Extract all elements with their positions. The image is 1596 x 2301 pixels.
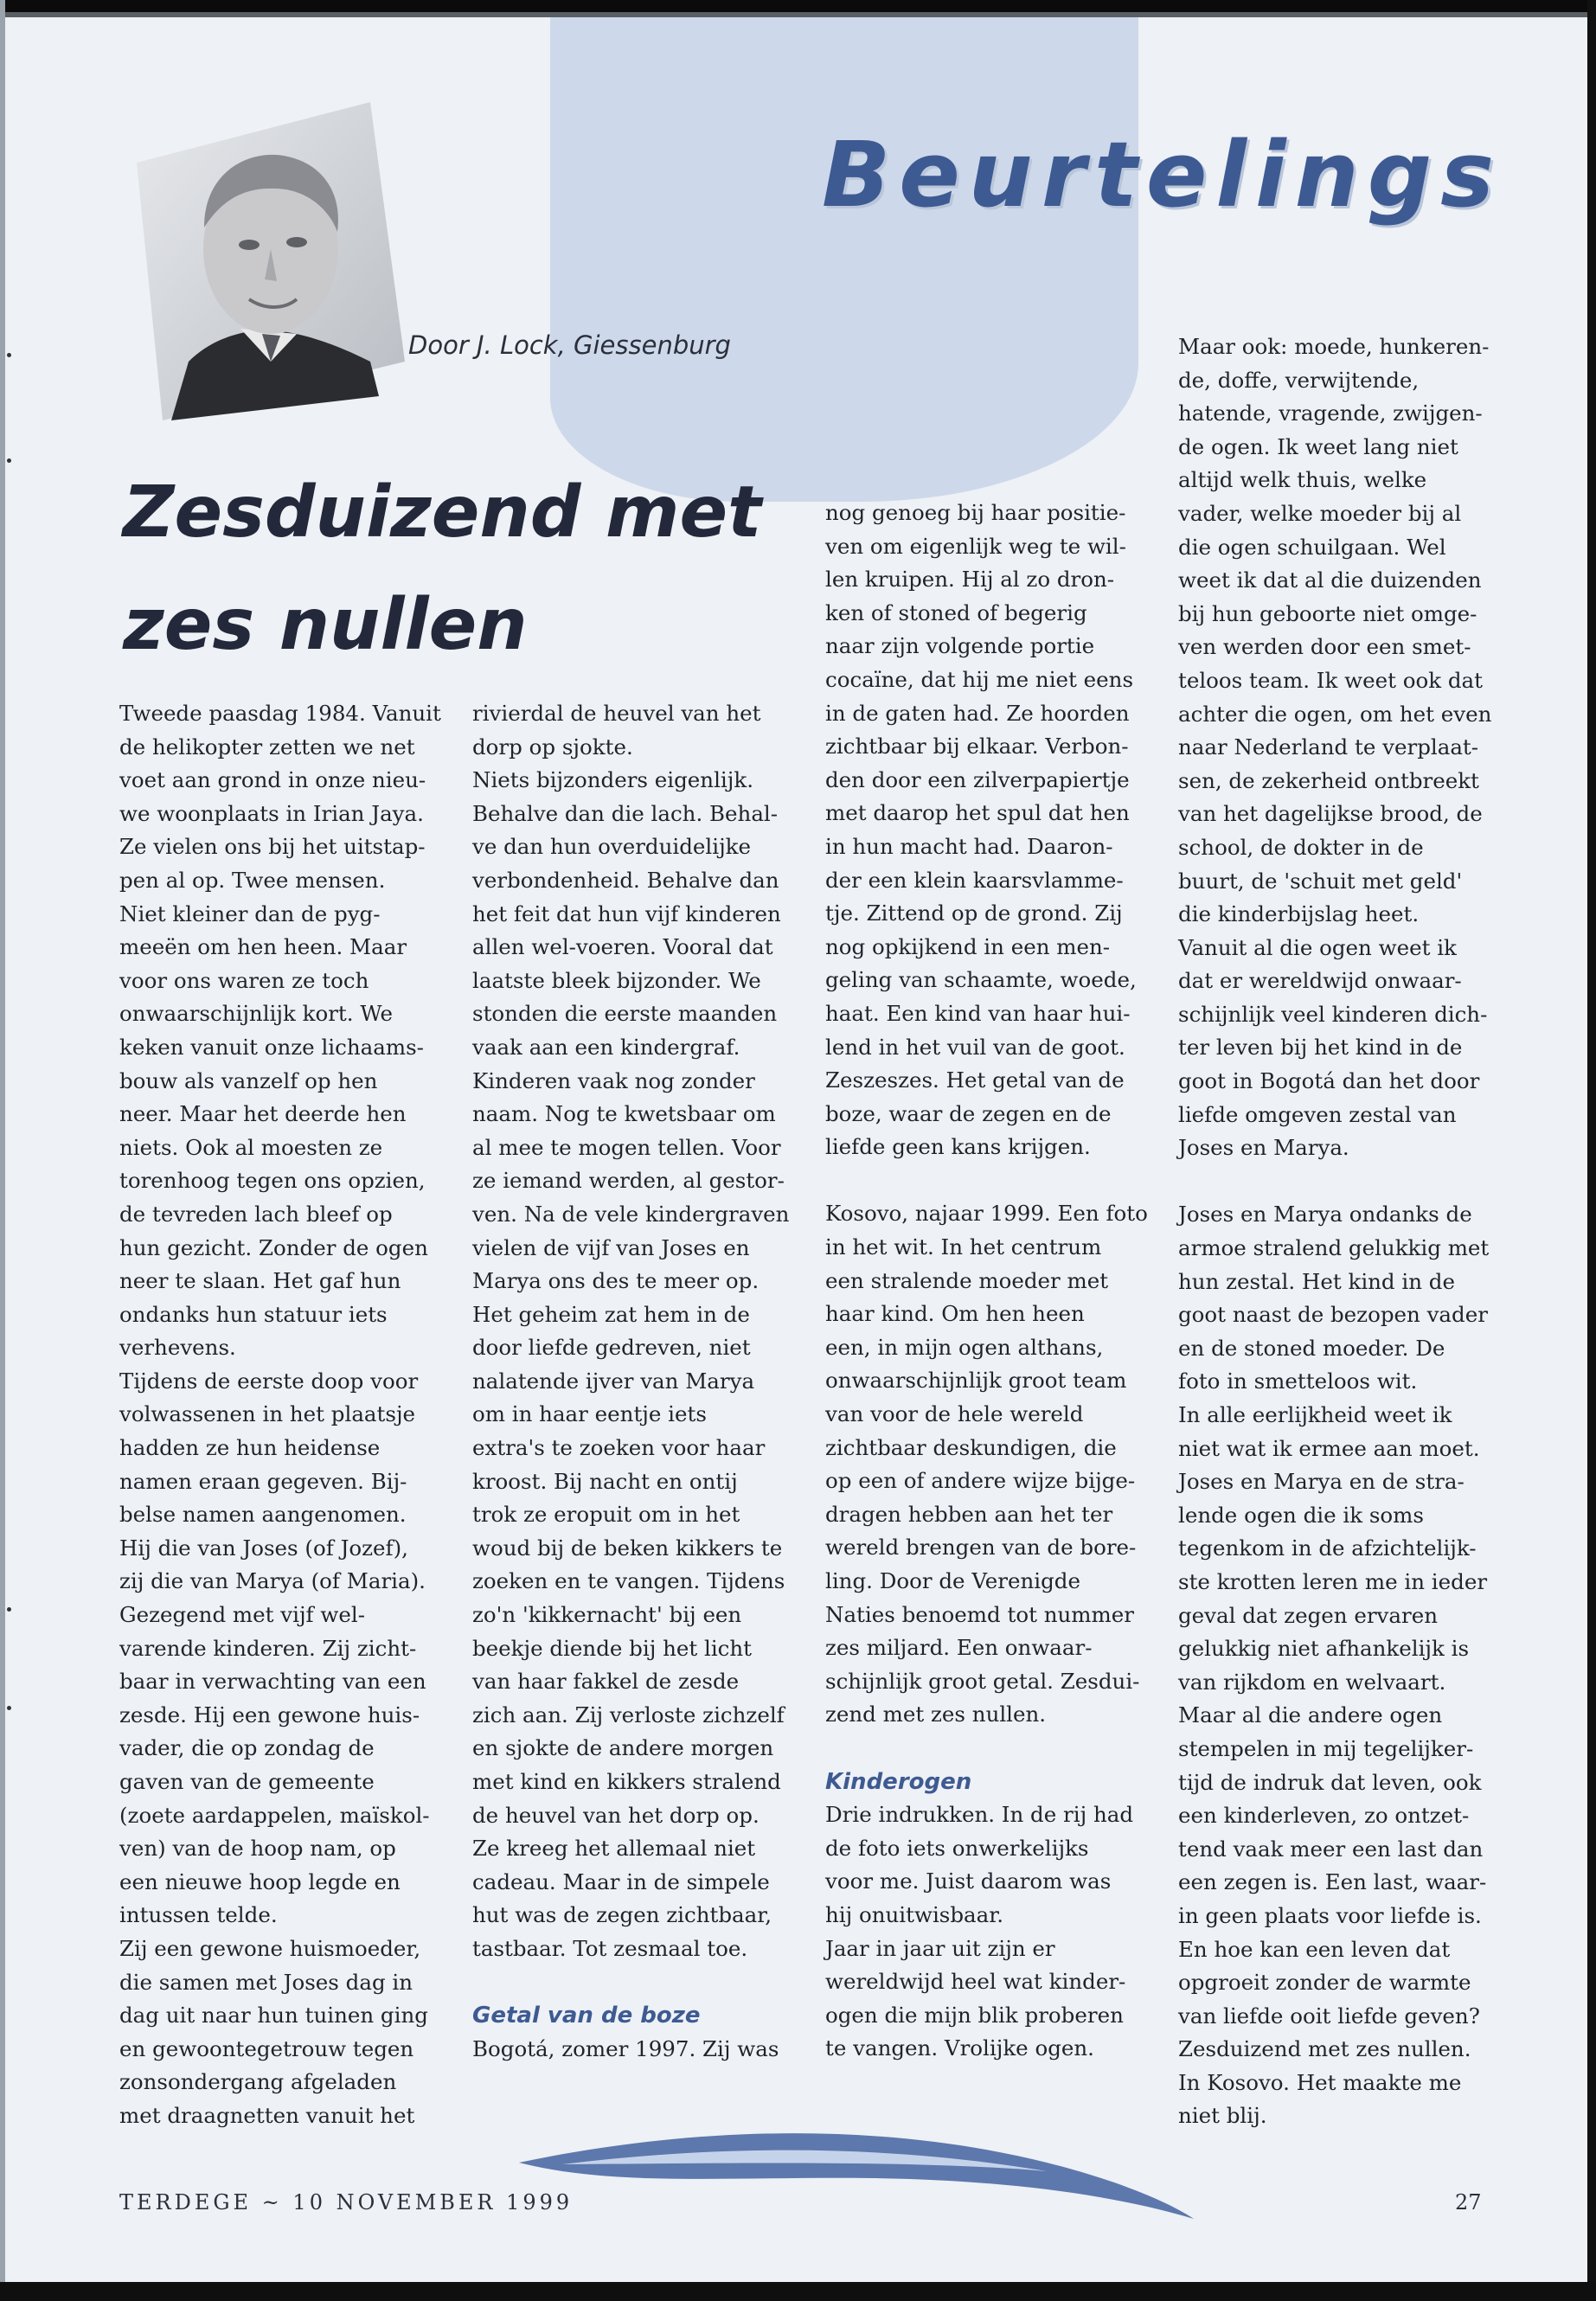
text-column-2	[472, 697, 818, 2066]
text-line: te vangen. Vrolijke ogen.	[825, 2035, 1094, 2061]
decorative-swoosh	[510, 2111, 1202, 2223]
text-line: Ze vielen ons bij het uitstap-	[119, 834, 426, 860]
text-line: de heuvel van het dorp op.	[472, 1802, 760, 1828]
text-line: opgroeit zonder de warmte	[1178, 1970, 1471, 1996]
text-line: we woonplaats in Irian Jaya.	[119, 800, 424, 826]
text-line: Zesduizend met zes nullen.	[1178, 2036, 1471, 2062]
text-line: ste krotten leren me in ieder	[1178, 1568, 1488, 1594]
text-line: allen wel-voeren. Vooral dat	[472, 934, 773, 960]
text-line: tastbaar. Tot zesmaal toe.	[472, 1935, 748, 1961]
text-line: naar zijn volgende portie	[825, 633, 1095, 659]
text-line: Naties benoemd tot nummer	[825, 1601, 1134, 1627]
text-line: hut was de zegen zichtbaar,	[472, 1902, 772, 1928]
text-line: in hun macht had. Daaron-	[825, 833, 1113, 859]
text-line: een zegen is. Een last, waar-	[1178, 1869, 1487, 1895]
subheading: Kinderogen	[825, 1768, 972, 1795]
text-line: intussen telde.	[119, 1902, 278, 1928]
text-line: Het geheim zat hem in de	[472, 1301, 750, 1327]
text-column-4	[1178, 330, 1524, 2133]
text-line: zend met zes nullen.	[825, 1702, 1047, 1727]
text-line: Zij een gewone huismoeder,	[119, 1935, 421, 1961]
text-line: en de stoned moeder. De	[1178, 1335, 1445, 1361]
text-line: wereld brengen van de bore-	[825, 1535, 1137, 1561]
text-line: schijnlijk groot getal. Zesdui-	[825, 1668, 1140, 1694]
scan-dot	[7, 1607, 11, 1612]
text-line: bouw als vanzelf op hen	[119, 1067, 378, 1093]
article-title	[123, 457, 815, 682]
text-line: lende ogen die ik soms	[1178, 1502, 1424, 1528]
text-line: geval dat zegen ervaren	[1178, 1602, 1438, 1628]
text-line: beekje diende bij het licht	[472, 1635, 753, 1661]
text-line: schijnlijk veel kinderen dich-	[1178, 1001, 1488, 1027]
text-line: (zoete aardappelen, maïskol-	[119, 1802, 430, 1828]
text-line: hadden ze hun heidense	[119, 1435, 381, 1461]
text-line: goot naast de bezopen vader	[1178, 1302, 1488, 1328]
text-line: Kinderen vaak nog zonder	[472, 1067, 755, 1093]
text-line: hij onuitwisbaar.	[825, 1901, 1004, 1927]
text-line: foto in smetteloos wit.	[1178, 1368, 1418, 1394]
text-line: voor me. Juist daarom was	[825, 1868, 1112, 1894]
text-line: tegenkom in de afzichtelijk-	[1178, 1535, 1477, 1561]
text-line: goot in Bogotá dan het door	[1178, 1068, 1480, 1094]
text-line: Maar ook: moede, hunkeren-	[1178, 334, 1490, 359]
text-line: Joses en Marya en de stra-	[1178, 1469, 1465, 1495]
text-line: de helikopter zetten we net	[119, 734, 415, 760]
text-column-3	[825, 497, 1171, 2066]
text-line: namen eraan gegeven. Bij-	[119, 1468, 407, 1494]
text-line: verhevens.	[119, 1335, 236, 1361]
scan-dot	[7, 353, 11, 357]
text-line: al mee te mogen tellen. Voor	[472, 1134, 781, 1160]
text-line: zij die van Marya (of Maria).	[119, 1568, 426, 1594]
text-line: zo'n 'kikkernacht' bij een	[472, 1602, 742, 1628]
text-line: ze iemand werden, al gestor-	[472, 1168, 785, 1194]
text-line: Joses en Marya ondanks de	[1178, 1202, 1472, 1227]
text-line: liefde geen kans krijgen.	[825, 1134, 1091, 1160]
text-line: in de gaten had. Ze hoorden	[825, 700, 1130, 726]
text-line: keken vanuit onze lichaams-	[119, 1034, 424, 1060]
text-line: rivierdal de heuvel van het	[472, 701, 761, 726]
text-line: trok ze eropuit om in het	[472, 1502, 740, 1528]
text-line: Bogotá, zomer 1997. Zij was	[472, 2035, 779, 2061]
text-line: pen al op. Twee mensen.	[119, 867, 386, 893]
text-line: In alle eerlijkheid weet ik	[1178, 1402, 1452, 1427]
text-line: dragen hebben aan het ter	[825, 1501, 1113, 1527]
text-line: ven om eigenlijk weg te wil-	[825, 533, 1126, 559]
text-line: ven werden door een smet-	[1178, 634, 1471, 660]
title-line: Zesduizend met	[123, 471, 762, 554]
text-line: altijd welk thuis, welke	[1178, 467, 1427, 493]
text-line: zesde. Hij een gewone huis-	[119, 1702, 420, 1727]
text-line: naar Nederland te verplaat-	[1178, 734, 1479, 760]
text-line: sen, de zekerheid ontbreekt	[1178, 767, 1479, 793]
text-line: Tweede paasdag 1984. Vanuit	[119, 701, 441, 726]
text-line: bij hun geboorte niet omge-	[1178, 600, 1477, 626]
text-line: En hoe kan een leven dat	[1178, 1936, 1451, 1962]
text-line: len kruipen. Hij al zo dron-	[825, 567, 1115, 593]
page-number: 27	[1455, 2190, 1482, 2214]
scan-border-top	[0, 0, 1596, 12]
text-line: onwaarschijnlijk kort. We	[119, 1001, 394, 1027]
text-line: die ogen schuilgaan. Wel	[1178, 534, 1446, 560]
text-line: Drie indrukken. In de rij had	[825, 1802, 1134, 1828]
scan-border-right	[1587, 0, 1596, 2301]
text-line: neer. Maar het deerde hen	[119, 1101, 407, 1127]
scan-border-left	[0, 0, 5, 2301]
text-line: Gezegend met vijf wel-	[119, 1602, 365, 1628]
text-line: een, in mijn ogen althans,	[825, 1334, 1104, 1360]
text-line: ter leven bij het kind in de	[1178, 1035, 1463, 1061]
text-line: belse namen aangenomen.	[119, 1502, 407, 1528]
text-line: tend vaak meer een last dan	[1178, 1836, 1484, 1862]
text-line: ven) van de hoop nam, op	[119, 1836, 396, 1862]
byline: Door J. Lock, Giessenburg	[408, 330, 731, 360]
text-line: vader, welke moeder bij al	[1178, 500, 1462, 526]
text-line: stonden die eerste maanden	[472, 1001, 778, 1027]
text-line: woud bij de beken kikkers te	[472, 1535, 783, 1561]
text-line: niet wat ik ermee aan moet.	[1178, 1435, 1480, 1461]
scan-dot	[7, 458, 11, 463]
text-line: de ogen. Ik weet lang niet	[1178, 433, 1458, 459]
paragraph-gap	[472, 1966, 818, 2000]
text-line: ogen die mijn blik proberen	[825, 2002, 1124, 2028]
text-line: Vanuit al die ogen weet ik	[1178, 934, 1457, 960]
text-line: ven. Na de vele kindergraven	[472, 1201, 790, 1227]
text-line: de foto iets onwerkelijks	[825, 1835, 1089, 1861]
text-line: boze, waar de zegen en de	[825, 1100, 1112, 1126]
text-line: onwaarschijnlijk groot team	[825, 1368, 1127, 1394]
text-line: dorp op sjokte.	[472, 734, 633, 760]
text-line: niet blij.	[1178, 2103, 1267, 2129]
scan-border-shadow	[0, 12, 1596, 17]
text-line: in het wit. In het centrum	[825, 1234, 1102, 1260]
text-line: hun zestal. Het kind in de	[1178, 1268, 1455, 1294]
text-line: op een of andere wijze bijge-	[825, 1468, 1136, 1494]
text-line: stempelen in mij tegelijker-	[1178, 1735, 1474, 1761]
text-line: ken of stoned of begerig	[825, 599, 1087, 625]
text-line: varende kinderen. Zij zicht-	[119, 1635, 417, 1661]
text-line: met draagnetten vanuit het	[119, 2102, 415, 2128]
text-line: dat er wereldwijd onwaar-	[1178, 968, 1462, 994]
text-line: baar in verwachting van een	[119, 1669, 426, 1695]
text-line: hun gezicht. Zonder de ogen	[119, 1234, 428, 1260]
text-line: Marya ons des te meer op.	[472, 1268, 760, 1294]
text-line: het feit dat hun vijf kinderen	[472, 901, 781, 926]
text-line: zichtbaar bij elkaar. Verbon-	[825, 734, 1129, 760]
text-line: Zeszeszes. Het getal van de	[825, 1067, 1125, 1093]
text-line: Jaar in jaar uit zijn er	[825, 1935, 1055, 1961]
text-line: Kosovo, najaar 1999. Een foto	[825, 1201, 1148, 1227]
text-line: armoe stralend gelukkig met	[1178, 1235, 1490, 1261]
text-line: ling. Door de Verenigde	[825, 1568, 1080, 1593]
text-line: Joses en Marya.	[1178, 1135, 1349, 1161]
text-line: In Kosovo. Het maakte me	[1178, 2069, 1462, 2095]
text-line: een kinderleven, zo ontzet-	[1178, 1803, 1470, 1829]
text-line: weet ik dat al die duizenden	[1178, 567, 1482, 593]
text-line: Niet kleiner dan de pyg-	[119, 901, 381, 926]
text-line: niets. Ook al moesten ze	[119, 1134, 383, 1160]
text-line: Maar al die andere ogen	[1178, 1702, 1443, 1728]
text-line: geling van schaamte, woede,	[825, 967, 1137, 993]
text-line: gaven van de gemeente	[119, 1769, 375, 1794]
author-portrait	[111, 102, 405, 420]
text-line: neer te slaan. Het gaf hun	[119, 1268, 401, 1294]
text-line: zes miljard. Een onwaar-	[825, 1635, 1093, 1661]
text-line: Niets bijzonders eigenlijk.	[472, 767, 753, 793]
text-line: ondanks hun statuur iets	[119, 1301, 388, 1327]
text-line: torenhoog tegen ons opzien,	[119, 1168, 426, 1194]
scan-border-bottom	[0, 2282, 1596, 2301]
text-line: verbondenheid. Behalve dan	[472, 867, 779, 893]
text-line: dag uit naar hun tuinen ging	[119, 2003, 428, 2029]
text-line: school, de dokter in de	[1178, 834, 1424, 860]
text-line: door liefde gedreven, niet	[472, 1335, 751, 1361]
text-line: Behalve dan die lach. Behal-	[472, 800, 779, 826]
title-line: zes nullen	[123, 584, 528, 666]
text-line: zonsondergang afgeladen	[119, 2069, 397, 2095]
text-line: de tevreden lach bleef op	[119, 1201, 393, 1227]
text-line: vader, die op zondag de	[119, 1735, 375, 1761]
text-line: zich aan. Zij verloste zichzelf	[472, 1702, 785, 1727]
text-line: tijd de indruk dat leven, ook	[1178, 1769, 1482, 1795]
text-line: voet aan grond in onze nieu-	[119, 767, 426, 793]
text-line: met kind en kikkers stralend	[472, 1769, 781, 1794]
text-line: zoeken en te vangen. Tijdens	[472, 1568, 785, 1594]
text-line: zichtbaar deskundigen, die	[825, 1434, 1117, 1460]
text-line: van het dagelijkse brood, de	[1178, 801, 1483, 827]
text-line: kroost. Bij nacht en ontij	[472, 1468, 738, 1494]
paragraph-gap	[825, 1732, 1171, 1766]
text-line: en gewoontegetrouw tegen	[119, 2035, 414, 2061]
paragraph-gap	[1178, 1165, 1524, 1199]
text-line: van liefde ooit liefde geven?	[1178, 2003, 1480, 2029]
text-line: ve dan hun overduidelijke	[472, 834, 752, 860]
text-line: nog opkijkend in een men-	[825, 933, 1111, 959]
text-line: gelukkig niet afhankelijk is	[1178, 1636, 1470, 1662]
text-line: en sjokte de andere morgen	[472, 1735, 774, 1761]
text-line: voor ons waren ze toch	[119, 967, 369, 993]
text-line: vielen de vijf van Joses en	[472, 1234, 750, 1260]
text-line: in geen plaats voor liefde is.	[1178, 1902, 1482, 1928]
text-column-1	[119, 697, 465, 2133]
text-line: teloos team. Ik weet ook dat	[1178, 667, 1483, 693]
text-line: wereldwijd heel wat kinder-	[825, 1969, 1126, 1995]
text-line: hatende, vragende, zwijgen-	[1178, 401, 1483, 426]
scan-dot	[7, 1706, 11, 1710]
text-line: laatste bleek bijzonder. We	[472, 967, 761, 993]
text-line: Hij die van Joses (of Jozef),	[119, 1535, 408, 1561]
text-line: om in haar eentje iets	[472, 1401, 707, 1427]
paragraph-gap	[825, 1164, 1171, 1198]
section-kicker: Beurtelings	[822, 122, 1503, 228]
text-line: liefde omgeven zestal van	[1178, 1101, 1457, 1127]
text-line: extra's te zoeken voor haar	[472, 1435, 766, 1461]
text-line: van rijkdom en welvaart.	[1178, 1669, 1446, 1695]
text-line: Ze kreeg het allemaal niet	[472, 1836, 756, 1862]
text-line: cocaïne, dat hij me niet eens	[825, 666, 1134, 692]
text-line: die samen met Joses dag in	[119, 1969, 413, 1995]
text-line: een nieuwe hoop legde en	[119, 1868, 401, 1894]
text-line: haat. Een kind van haar hui-	[825, 1000, 1131, 1026]
subheading: Getal van de boze	[472, 2003, 701, 2029]
text-line: nog genoeg bij haar positie-	[825, 500, 1126, 525]
text-line: Tijdens de eerste doop voor	[119, 1368, 419, 1394]
text-line: van voor de hele wereld	[825, 1401, 1084, 1427]
text-line: de, doffe, verwijtende,	[1178, 367, 1420, 393]
text-line: volwassenen in het plaatsje	[119, 1401, 416, 1427]
text-line: vaak aan een kindergraf.	[472, 1034, 740, 1060]
text-line: met daarop het spul dat hen	[825, 800, 1130, 826]
text-line: naam. Nog te kwetsbaar om	[472, 1101, 776, 1127]
text-line: achter die ogen, om het even	[1178, 701, 1492, 727]
text-line: haar kind. Om hen heen	[825, 1301, 1085, 1327]
text-line: den door een zilverpapiertje	[825, 766, 1130, 792]
text-line: lend in het vuil van de goot.	[825, 1034, 1125, 1060]
text-line: meeën om hen heen. Maar	[119, 934, 407, 960]
text-line: nalatende ijver van Marya	[472, 1368, 755, 1394]
text-line: een stralende moeder met	[825, 1267, 1109, 1293]
text-line: der een klein kaarsvlamme-	[825, 867, 1124, 893]
text-line: van haar fakkel de zesde	[472, 1669, 740, 1695]
text-line: tje. Zittend op de grond. Zij	[825, 901, 1123, 926]
publication-footer: TERDEGE ~ 10 NOVEMBER 1999	[119, 2190, 574, 2214]
text-line: buurt, de 'schuit met geld'	[1178, 868, 1463, 894]
text-line: die kinderbijslag heet.	[1178, 901, 1420, 927]
text-line: cadeau. Maar in de simpele	[472, 1868, 770, 1894]
header-color-band	[550, 17, 1138, 502]
